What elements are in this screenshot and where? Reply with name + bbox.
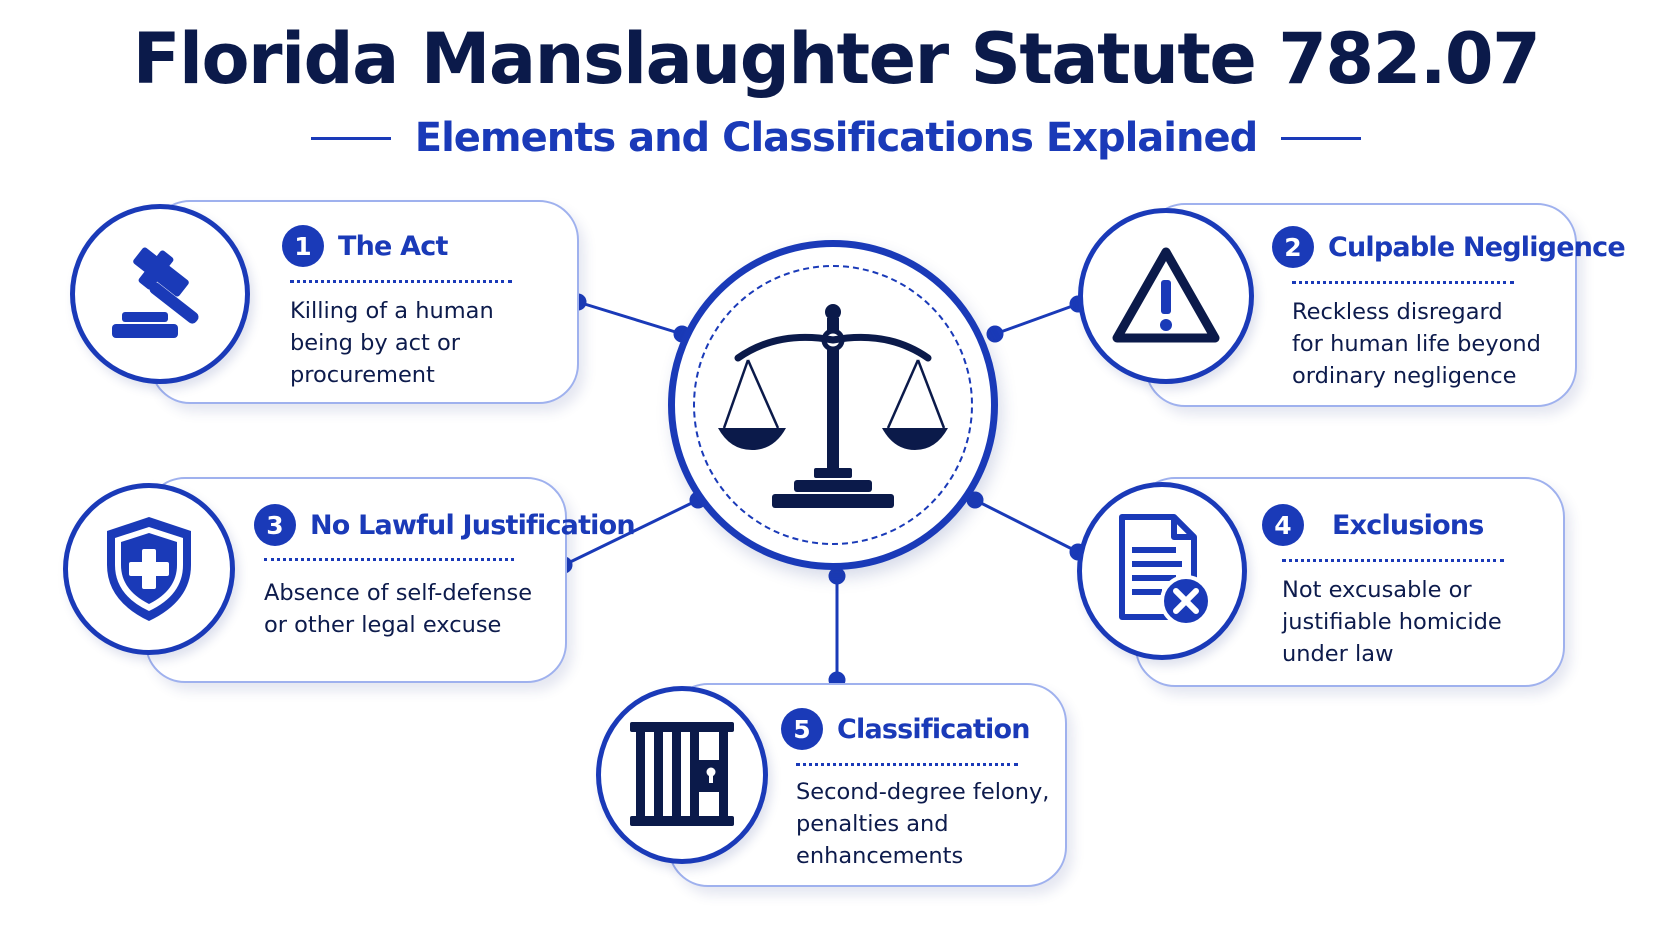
description-line: Absence of self-defense xyxy=(264,580,533,606)
warning-triangle-icon xyxy=(1111,246,1221,346)
connector-5-dot-inner xyxy=(830,569,844,583)
element-card-3-header xyxy=(254,504,635,546)
element-card-4-header xyxy=(1262,504,1484,546)
element-description xyxy=(290,295,494,391)
element-card-5-header xyxy=(781,708,1030,750)
element-title: Culpable Negligence xyxy=(1328,231,1625,263)
connector-2-dot-inner xyxy=(988,327,1002,341)
dotted-divider xyxy=(796,763,1018,766)
page-title: Florida Manslaughter Statute 782.07 xyxy=(132,18,1540,100)
element-title: No Lawful Justification xyxy=(310,509,635,541)
description-line: Killing of a human xyxy=(290,298,494,324)
element-icon-circle-2 xyxy=(1078,208,1254,384)
center-emblem xyxy=(668,240,998,570)
document-x-icon xyxy=(1112,513,1212,629)
description-line: justifiable homicide xyxy=(1282,609,1502,635)
element-number-badge: 5 xyxy=(781,708,823,750)
element-description xyxy=(1292,296,1541,392)
description-line: procurement xyxy=(290,362,435,388)
element-number-badge: 1 xyxy=(282,225,324,267)
scales-of-justice-icon xyxy=(718,290,948,520)
element-title: Classification xyxy=(837,713,1030,745)
shield-plus-icon xyxy=(101,513,197,625)
description-line: enhancements xyxy=(796,843,964,869)
description-line: penalties and xyxy=(796,811,949,837)
element-description xyxy=(1282,574,1502,670)
description-line: under law xyxy=(1282,641,1394,667)
jail-cell-icon xyxy=(630,720,734,830)
element-number-badge: 3 xyxy=(254,504,296,546)
description-line: Not excusable or xyxy=(1282,577,1472,603)
element-card-1-header xyxy=(282,225,448,267)
description-line: Reckless disregard xyxy=(1292,299,1503,325)
dotted-divider xyxy=(264,558,514,561)
connector-4 xyxy=(975,500,1078,552)
gavel-icon xyxy=(102,236,218,352)
element-icon-circle-5 xyxy=(596,686,768,864)
element-number-badge: 2 xyxy=(1272,226,1314,268)
element-icon-circle-3 xyxy=(63,483,235,655)
element-title: The Act xyxy=(338,230,448,262)
element-icon-circle-1 xyxy=(70,204,250,384)
element-card-2-header xyxy=(1272,226,1625,268)
element-number-badge: 4 xyxy=(1262,504,1304,546)
element-icon-circle-4 xyxy=(1077,482,1247,660)
dotted-divider xyxy=(290,280,512,283)
connector-2 xyxy=(995,304,1078,334)
description-line: Second-degree felony, xyxy=(796,779,1050,805)
connector-1 xyxy=(578,302,682,334)
description-line: ordinary negligence xyxy=(1292,363,1517,389)
dotted-divider xyxy=(1282,559,1504,562)
dotted-divider xyxy=(1292,281,1514,284)
element-title: Exclusions xyxy=(1332,509,1484,541)
element-description xyxy=(264,577,532,641)
description-line: for human life beyond xyxy=(1292,331,1541,357)
center-emblem-inner xyxy=(693,265,973,545)
element-description xyxy=(796,776,1049,872)
description-line: being by act or xyxy=(290,330,460,356)
description-line: or other legal excuse xyxy=(264,612,502,638)
page-subtitle: Elements and Classifications Explained xyxy=(414,115,1258,161)
